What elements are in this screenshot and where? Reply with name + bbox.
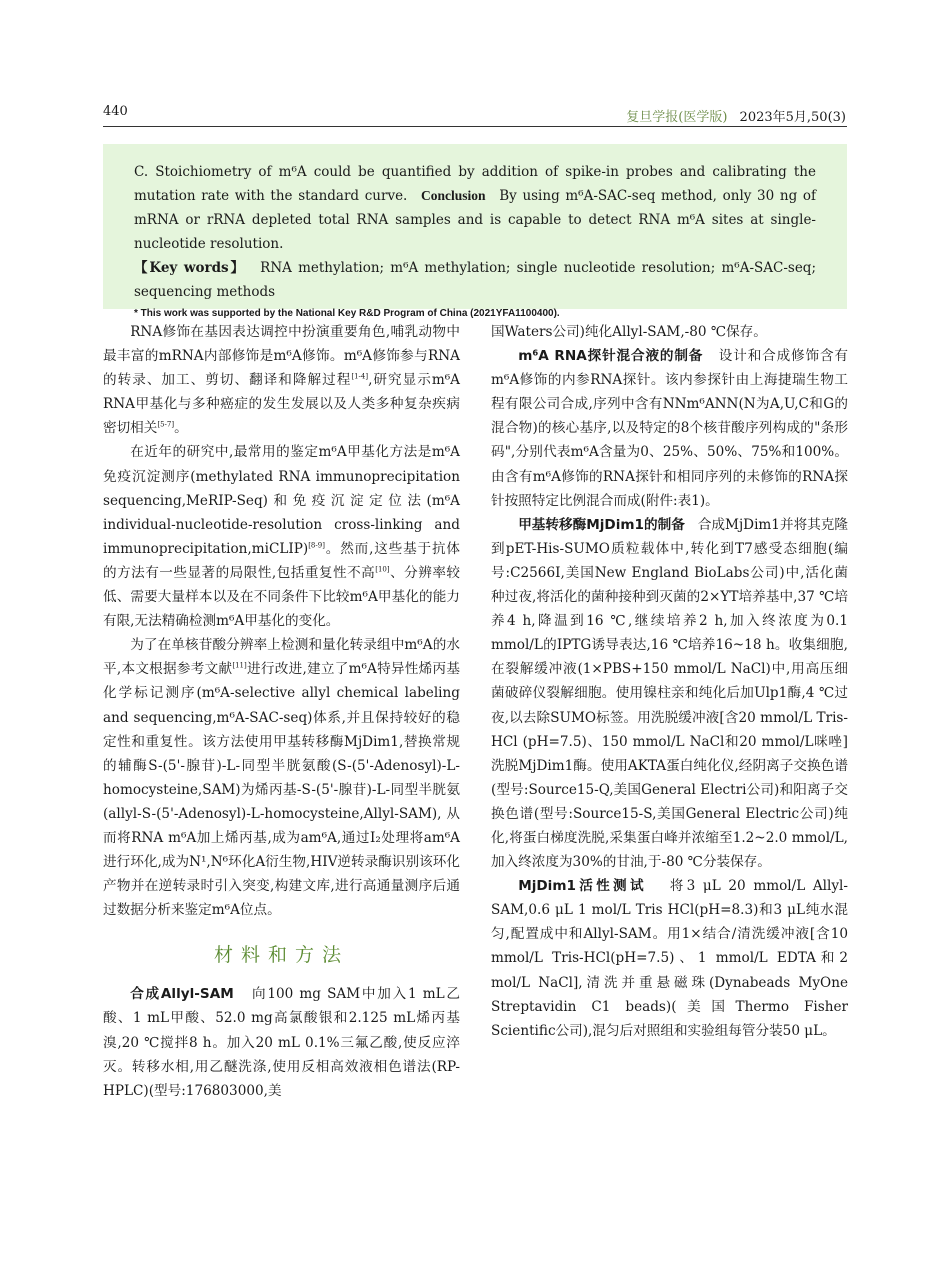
abstract-line-1: C. Stoichiometry of m⁶A could be quantified by addition of spike-in probes and calibrating the mutation rate (134, 164, 816, 204)
text: ,研究显示m⁶A RNA甲基化与多种癌症的发生发展以及人类多种复杂疾病密切相关 (103, 372, 461, 437)
text: 为了在单核苷酸分辨率上检测和量化转录组中m⁶A的水平,本文根据参考文献 (103, 637, 460, 678)
abstract-line-2-pre: with the standard curve. (234, 188, 408, 204)
keywords (134, 256, 816, 304)
text: 、分辨率较低、需要大量样本以及在不同条件下比较m⁶A甲基化的能力有限,无法精确检测m⁶A甲基化的变化。 (103, 564, 461, 630)
run-in-title: m⁶A RNA探针混合液的制备 (518, 348, 704, 365)
text: 。然而,这些基于抗体的方法有一些显著的局限性,包括重复性不高 (103, 540, 460, 581)
run-in-title: 甲基转移酶MjDim1的制备 (518, 516, 685, 533)
conclusion-label: Conclusion (421, 188, 486, 203)
journal-name: 复旦学报(医学版) (626, 110, 728, 125)
abstract-text (134, 160, 816, 256)
keywords-label: 【Key words】 (134, 260, 246, 276)
paragraph-continued: 国Waters公司)纯化Allyl-SAM,-80 ℃保存。 (491, 324, 767, 340)
left-column (103, 320, 460, 1103)
paragraph-allyl-sam (103, 982, 460, 1102)
text: 合成MjDim1并将其克隆到pET-His-SUMO质粒载体中,转化到T7感受态细胞(编号:C2566I,美国New England BioLabs公司)中,活化菌种过夜,将活化的菌种接种到灭菌的2×YT培养基中,37 ℃培养4 h,降温到16 ℃,继续培养2 h,加入终浓度为0.1 mmol/L的IPTG诱导表达,16 ℃培养16~18 h。收集细胞,在裂解缓冲液(1×PBS+150 mmol/L NaCl)中,用高压细菌破碎仪裂解细胞。使用镍柱亲和纯化后加Ulp1酶,4 ℃过夜,以去除SUMO标签。用洗脱缓冲液[含20 mmol/L Tris-HCl (pH=7.5)、150 mmol/L NaCl和20 mmol/L咪唑]洗脱MjDim1酶。使用AKTA蛋白纯化仪,经阴离子交换色谱(型号:Source15-Q,美国General Electri公司)和阳离子交换色谱(型号:Source15-S,美国General Electric公司)纯化,将蛋白梯度洗脱,采集蛋白峰并浓缩至1.2~2.0 mmol/L,加入终浓度为30%的甘油,于-80 ℃分装保存。 (491, 516, 848, 871)
english-abstract-box (103, 144, 847, 319)
paragraph-mjdim1-prep (491, 513, 848, 874)
funding-note: * This work was supported by the National Key R&D Program of China (2021YFA1100400). (134, 308, 560, 319)
run-in-title: MjDim1活性测试 (518, 878, 647, 895)
page-number: 440 (103, 104, 128, 119)
text: RNA修饰在基因表达调控中扮演重要角色,哺乳动物中最丰富的mRNA内部修饰是m⁶A修饰。m⁶A修饰参与RNA的转录、加工、剪切、翻译和降解过程 (103, 324, 460, 389)
run-in-title: 合成Allyl-SAM (130, 986, 234, 1003)
abstract-line-3: depleted total RNA samples and is capable to detect RNA m⁶A sites at single-nucleotide resolution. (134, 212, 816, 252)
text: 在近年的研究中,最常用的鉴定m⁶A甲基化方法是m⁶A免疫沉淀测序(methylated RNA immunoprecipitation sequencing,MeRIP-Seq)和免疫沉淀定位法(m⁶A individual-nucleotide-resolution cross-linking and immunoprecipitation,miCLIP) (103, 444, 460, 557)
citation: [1-4] (351, 372, 369, 381)
text: 向100 mg SAM中加入1 mL乙酸、1 mL甲酸、52.0 mg高氯酸银和2.125 mL烯丙基溴,20 ℃搅拌8 h。加入20 mL 0.1%三氟乙酸,使反应淬灭。转移水相,用乙醚洗涤,使用反相高效液相色谱法(RP-HPLC)(型号:176803000,美 (103, 986, 460, 1099)
paragraph-probe-mix (491, 344, 848, 513)
issue-info: 2023年5月,50(3) (739, 110, 846, 125)
text: 进行改进,建立了m⁶A特异性烯丙基化学标记测序(m⁶A-selective allyl chemical labeling and sequencing,m⁶A-SAC-seq)体系,并且保持较好的稳定性和重复性。该方法使用甲基转移酶MjDim1,替换常规的辅酶S-(5'-腺苷)-L-同型半胱氨酸(S-(5'-Adenosyl)-L-homocysteine,SAM)为烯丙基-S-(5'-腺苷)-L-同型半胱氨(allyl-S-(5'-Adenosyl)-L-homocysteine,Allyl-SAM),从而将RNA m⁶A加上烯丙基,成为am⁶A,通过I₂处理将am⁶A进行环化,成为N¹,N⁶环化A衍生物,HIV逆转录酶识别该环化产物并在逆转录时引入突变,构建文库,进行高通量测序后通过数据分析来鉴定m⁶A位点。 (103, 661, 460, 919)
citation: [11] (232, 661, 247, 670)
right-column (491, 320, 848, 1043)
paragraph-mjdim1-activity (491, 874, 848, 1043)
text: 设计和合成修饰含有m⁶A修饰的内参RNA探针。该内参探针由上海捷瑞生物工程有限公司合成,序列中含有NNm⁶ANN(N为A,U,C和G的混合物)的核心基序,以及特定的8个核苷酸序列构成的"条形码",分别代表m⁶A含量为0、25%、50%、75%和100%。由含有m⁶A修饰的RNA探针和相同序列的未修饰的RNA探针按照特定比例混合而成(附件:表1)。 (491, 348, 848, 509)
section-title: 材料和方法 (213, 944, 349, 967)
citation: [5-7] (157, 420, 175, 429)
citation: [8-9] (308, 541, 325, 550)
paragraph-intro-3 (103, 633, 460, 922)
text: 将3 μL 20 mmol/L Allyl-SAM,0.6 μL 1 mol/L Tris HCl(pH=8.3)和3 μL纯水混匀,配置成中和Allyl-SAM。用1×结合/清洗缓冲液[含10 mmol/L Tris-HCl(pH=7.5)、1 mmol/L EDTA和2 mol/L NaCl],清洗并重悬磁珠(Dynabeads MyOne Streptavidin C1 beads)(美国Thermo Fisher Scientific公司),混匀后对照组和实验组每管分装50 μL。 (491, 878, 848, 1039)
keywords-text: RNA methylation; m⁶A methylation; single nucleotide resolution; m⁶A-SAC-seq; sequencing methods (134, 260, 816, 300)
paragraph-intro-1 (103, 320, 460, 440)
citation: [10] (375, 565, 390, 574)
text: 。 (174, 420, 188, 437)
journal-header (626, 106, 846, 125)
header-rule (103, 126, 847, 127)
abstract-line-2-post: By using m⁶A-SAC-seq method, only 30 ng of mRNA or rRNA (134, 188, 817, 228)
paragraph-intro-2 (103, 440, 460, 633)
